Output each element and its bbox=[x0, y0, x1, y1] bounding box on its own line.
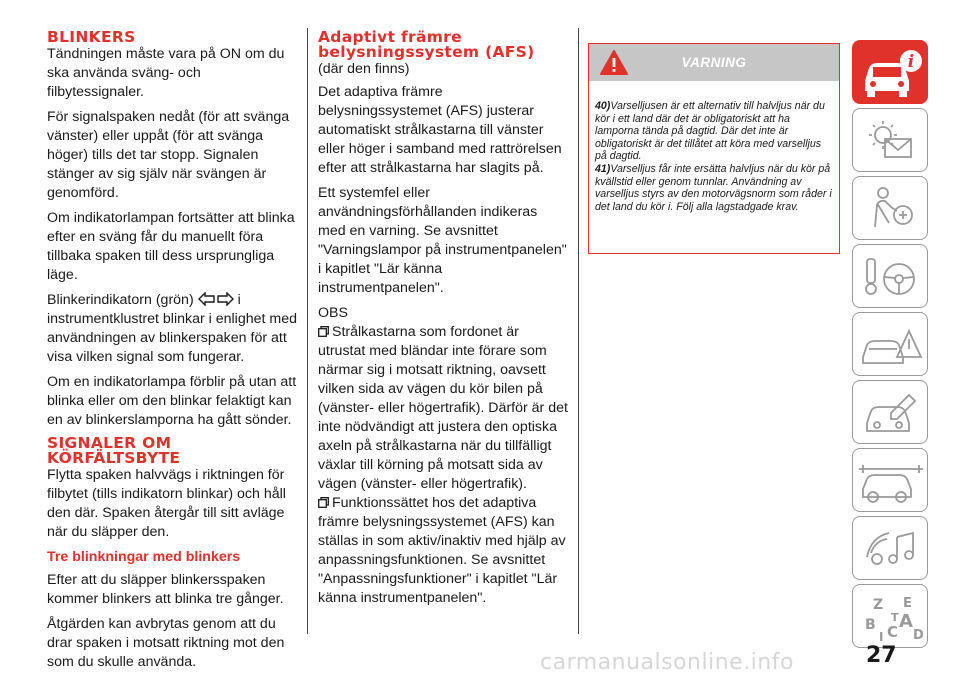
tab-starting-driving[interactable] bbox=[852, 244, 928, 308]
watermark: carmanualsonline.info bbox=[540, 650, 794, 675]
paragraph: Åtgärden kan avbrytas genom att du drar spaken i motsatt riktning mot den som du skulle använda. bbox=[47, 616, 285, 670]
index-letter: B bbox=[865, 617, 876, 633]
column-left bbox=[47, 30, 297, 678]
paragraph: Om en indikatorlampa förblir på utan att blinka eller om den blinkar felaktigt kan en av blinkerslamporna ha gått sönder. bbox=[47, 374, 297, 428]
section-heading-afs bbox=[318, 30, 568, 60]
paragraph: Det adaptiva främre belysningssystemet (AFS) justerar automatiskt strålkastarna till vänster eller höger i samband med rattrörelsen efter att strålkastarna har slagits på. bbox=[318, 84, 562, 176]
paragraph: (där den finns) bbox=[318, 61, 410, 77]
index-letter: A bbox=[899, 611, 913, 632]
subsection-heading: Tre blinkningar med blinkers bbox=[47, 549, 241, 565]
heading-line: KÖRFÄLTSBYTE bbox=[47, 449, 181, 467]
tab-safety[interactable] bbox=[852, 176, 928, 240]
paragraph-indicator bbox=[47, 291, 297, 367]
note-text: Funktionssättet hos det adaptiva främre belysningssystemet (AFS) kan ställas in som aktiv/inaktiv med hjälp av anpassningsfunktionen. Se avsnittet "Anpassningsfunktioner" i kapitlet "Lär känna instrumentpanelen". bbox=[318, 495, 566, 606]
index-letter: D bbox=[913, 628, 924, 643]
warning-item bbox=[595, 163, 832, 213]
tech-data-icon bbox=[853, 449, 929, 513]
tab-technical-data[interactable] bbox=[852, 448, 928, 512]
heading-line: SIGNALER OM bbox=[47, 434, 172, 452]
paragraph: Tändningen måste vara på ON om du ska använda sväng- och filbytessignaler. bbox=[47, 46, 285, 100]
turn-signal-arrows-icon bbox=[198, 292, 234, 306]
info-letter: i bbox=[907, 52, 915, 72]
heading-line: belysningssystem (AFS) bbox=[318, 43, 535, 61]
section-heading-lane-change bbox=[47, 436, 297, 466]
service-icon bbox=[853, 381, 929, 445]
paragraph: Om indikatorlampan fortsätter att blinka efter en sväng får du manuellt föra tillbaka spaken till dess ursprungliga läge. bbox=[47, 210, 295, 283]
warning-header bbox=[589, 44, 839, 81]
tab-service[interactable] bbox=[852, 380, 928, 444]
index-letter: Z bbox=[873, 597, 884, 613]
warning-body bbox=[589, 81, 839, 213]
seatbelt-airbag-icon bbox=[853, 177, 929, 241]
warning-box bbox=[588, 43, 840, 254]
index-letter: E bbox=[903, 596, 912, 611]
warning-text: Varselljus får inte ersätta halvljus när du kör på kvällstid eller genom tunnlar. Användning av varselljus styrs av den motorvägsnorm som råder i det land du kör i. Följ alla lagstadgade krav. bbox=[595, 162, 832, 213]
obs-label: OBS bbox=[318, 305, 348, 321]
warning-text: Varselljusen är ett alternativ till halvljus när du kör i ett land där det är obligatoriskt att ha lamporna tända på dagtid. Där det inte är obligatoriskt är det tillåtet att köra med varselljus på dagtid. bbox=[595, 100, 825, 163]
car-info-icon bbox=[853, 41, 929, 105]
note-square-icon bbox=[318, 497, 329, 508]
paragraph-text: Blinkerindikatorn (grön) bbox=[47, 292, 194, 308]
paragraph: Efter att du släpper blinkersspaken kommer blinkers att blinka tre gånger. bbox=[47, 572, 284, 607]
column-middle bbox=[318, 30, 568, 614]
index-letter: T bbox=[891, 611, 899, 624]
warning-title: VARNING bbox=[681, 55, 747, 70]
tab-get-to-know-car[interactable] bbox=[852, 40, 928, 104]
tab-emergency[interactable] bbox=[852, 312, 928, 376]
note bbox=[318, 494, 568, 608]
warning-number: 40) bbox=[595, 100, 611, 112]
tab-multimedia[interactable] bbox=[852, 516, 928, 580]
heading-line: Adaptivt främre bbox=[318, 28, 462, 46]
warning-item bbox=[595, 100, 832, 163]
dashboard-lights-icon bbox=[853, 109, 929, 173]
section-heading-blinkers: BLINKERS bbox=[47, 28, 136, 46]
tab-index[interactable] bbox=[852, 584, 928, 648]
page-number: 27 bbox=[866, 643, 897, 668]
column-divider bbox=[578, 28, 579, 634]
column-divider bbox=[307, 28, 308, 634]
tab-dashboard-lights[interactable] bbox=[852, 108, 928, 172]
paragraph-text: i instrumentklustret blinkar i enlighet med användningen av blinkerspaken för att visa vilken signal som fungerar. bbox=[47, 292, 297, 365]
index-letter: I bbox=[879, 630, 884, 644]
multimedia-icon bbox=[853, 517, 929, 581]
breakdown-icon bbox=[853, 313, 929, 377]
note bbox=[318, 323, 568, 494]
note-square-icon bbox=[318, 326, 329, 337]
note-text: Strålkastarna som fordonet är utrustat med bländar inte förare som närmar sig i motsatt riktning, oavsett vilken sida av vägen du kör bilen på (vänster- eller högertrafik). Därför är det inte nödvändigt att justera den optiska axeln på strålkastarna när du tillfälligt växlar till körning på motsatt sida av vägen (vänster- eller högertrafik). bbox=[318, 324, 568, 492]
index-icon bbox=[853, 585, 929, 649]
paragraph: Ett systemfel eller användningsförhållanden indikeras med en varning. Se avsnittet "Varningslampor på instrumentpanelen" i kapitlet "Lär känna instrumentpanelen". bbox=[318, 185, 567, 296]
index-letter: C bbox=[887, 623, 899, 641]
key-steering-icon bbox=[853, 245, 929, 309]
paragraph: För signalspaken nedåt (för att svänga vänster) eller uppåt (för att svänga höger) tills det tar stopp. Signalen stänger av sig själv när svängen är genomförd. bbox=[47, 109, 290, 201]
warning-number: 41) bbox=[595, 162, 611, 175]
paragraph: Flytta spaken halvvägs i riktningen för filbytet (tills indikatorn blinkar) och håll den där. Spaken återgår till sitt avläge när du släpper den. bbox=[47, 467, 286, 540]
